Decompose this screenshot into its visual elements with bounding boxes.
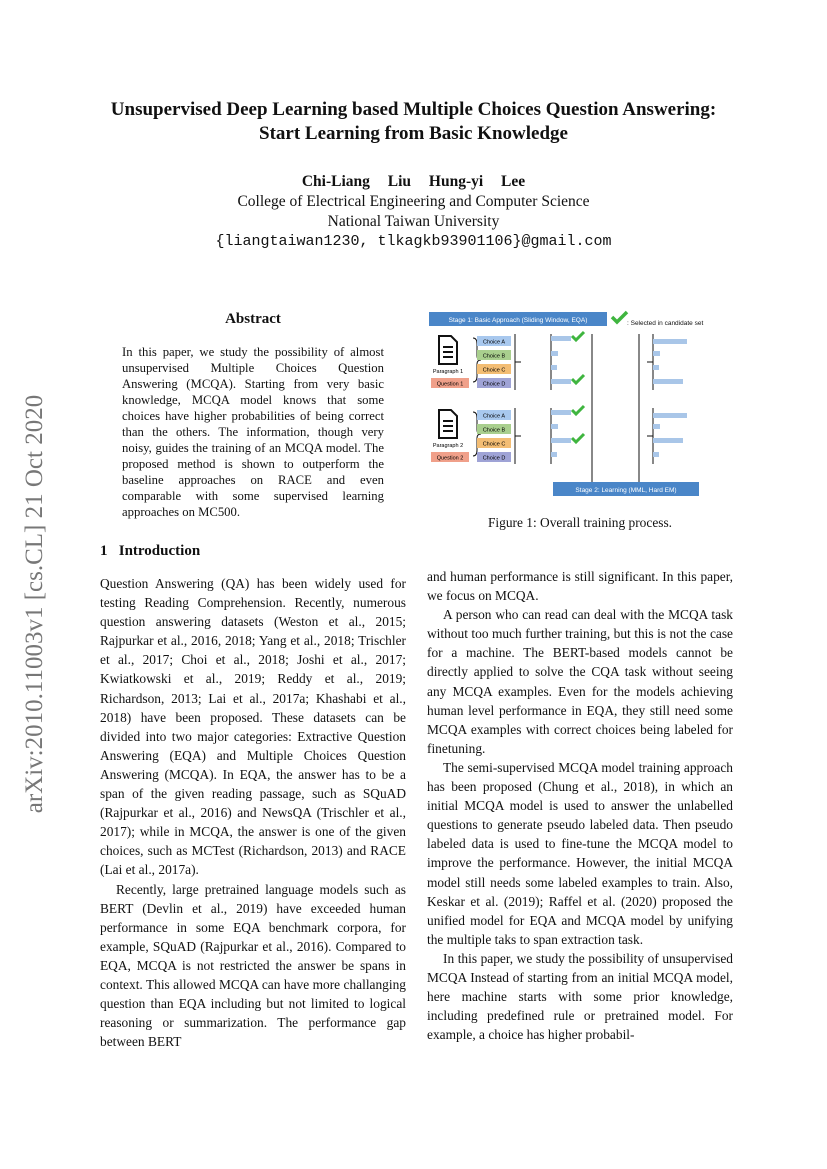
abstract-text: In this paper, we study the possibility of almost unsupervised Multiple Choices Question Answering (MCQA). Starting from very basic knowledge, MCQA model knows that some choices have higher probabilities of being correct than the others. The information, though very noisy, guides the training of an MCQA model. The proposed method is shown to outperform the baseline approaches on RACE and even comparable with some supervised learning approaches on MC500. — [122, 345, 384, 519]
choice-a: Choice A — [482, 413, 506, 420]
section-number: 1 — [100, 543, 108, 559]
document-icon — [439, 336, 457, 364]
question-1-label: Question 1 — [436, 381, 464, 388]
paper-title — [60, 98, 767, 146]
section-heading — [100, 543, 200, 560]
intro-paragraph-2: Recently, large pretrained language models such as BERT (Devlin et al., 2019) have exceeded human performance in some EQA benchmark corpora, for example, SQuAD (Rajpurkar et al., 2016). Compared to EQA, MCQA is not restricted the answer be spans in context. This allowed MCQA can have more challanging question than EQA including but not limited to logical reasoning or summarization. The performance gap between BERT — [100, 881, 406, 1050]
stage2-label: Stage 2: Learning (MML, Hard EM) — [575, 487, 677, 494]
question-2-label: Question 2 — [436, 455, 464, 462]
check-icon — [572, 406, 584, 414]
university: National Taiwan University — [327, 213, 500, 230]
legend-label: : Selected in candidate set — [627, 320, 704, 327]
section-title: Introduction — [118, 543, 201, 559]
right-paragraph-4: In this paper, we study the possibility of unsupervised MCQA Instead of starting from an initial MCQA model, here machine starts with some prior knowledge, including predefined rule or pretrained model. For example, a choice has higher probabil- — [427, 950, 733, 1043]
group-2 — [431, 406, 687, 464]
author-email[interactable]: {liangtaiwan1230, tlkagkb93901106}@gmail.com — [215, 233, 612, 250]
right-paragraph-3: The semi-supervised MCQA model training approach has been proposed (Chung et al., 2018), in which an initial MCQA model is used to answer the unlabelled questions to generate pseudo labeled data. Then pseudo labeled data is used to fine-tune the MCQA model to improve the performance. However, the initial MCQA model still needs some labeled examples to train. Also, Keskar et al. (2019); Raffel et al. (2020) proposed the unified model for EQA and MCQA model by unifying the multiple taks to span extraction task. — [427, 759, 733, 947]
stage1-label: Stage 1: Basic Approach (Sliding Window, EQA) — [448, 317, 588, 324]
intro-paragraph-1: Question Answering (QA) has been widely used for testing Reading Comprehension. Recently, numerous question answering datasets (Weston et al., 2015; Rajpurkar et al., 2016, 2018; Yang et al., 2018; Trischler et al., 2017; Choi et al., 2018; Joshi et al., 2017; Kwiatkowski et al., 2019; Reddy et al., 2019; Richardson, 2013; Lai et al., 2017a; Khashabi et al., 2018) have been proposed. These datasets can be divided into two major categories: Extractive Question Answering (EQA) and Multiple Choices Question Answering (MCQA). In EQA, the answer has to be a span of the given reading passage, such as SQuAD (Rajpurkar et al., 2016) and NewsQA (Trischler et al., 2017); while in MCQA, the answer is one of the given choices, such as MCTest (Richardson, 2013) and RACE (Lai et al., 2017a). — [100, 576, 406, 878]
paragraph-2-label: Paragraph 2 — [432, 443, 464, 449]
choice-a: Choice A — [482, 339, 506, 346]
check-icon — [572, 375, 584, 383]
title-line-2: Start Learning from Basic Knowledge — [259, 123, 568, 144]
legend-check-icon — [612, 312, 627, 322]
author-names: Chi-Liang Liu Hung-yi Lee — [301, 173, 526, 190]
choice-b: Choice B — [482, 427, 506, 434]
check-icon — [572, 332, 584, 340]
author-block — [60, 172, 767, 252]
left-column — [100, 574, 406, 1051]
document-icon — [439, 410, 457, 438]
figure-1 — [427, 306, 733, 506]
right-column — [427, 567, 733, 1044]
check-icon — [572, 434, 584, 442]
right-paragraph-1: and human performance is still significant. In this paper, we focus on MCQA. — [427, 569, 733, 604]
affiliation: College of Electrical Engineering and Computer Science — [237, 193, 590, 210]
abstract-heading: Abstract — [225, 311, 281, 327]
paragraph-1-label: Paragraph 1 — [432, 369, 464, 375]
arxiv-stamp: arXiv:2010.11003v1 [cs.CL] 21 Oct 2020 — [21, 394, 48, 814]
choice-d: Choice D — [482, 455, 506, 462]
right-paragraph-2: A person who can read can deal with the MCQA task without too much further training, but this is not the case for a machine. The BERT-based models cannot be directly applied to solve the CQA task without seeing any MCQA examples. Even for the models achieving human level performance in EQA, they still need some MCQA examples with correct choices being labeled for finetuning. — [427, 607, 733, 756]
title-line-1: Unsupervised Deep Learning based Multiple Choices Question Answering: — [110, 99, 717, 120]
group-1 — [431, 332, 687, 486]
choice-d: Choice D — [482, 381, 506, 388]
choice-c: Choice C — [482, 441, 506, 448]
choice-c: Choice C — [482, 367, 506, 374]
figure-caption: Figure 1: Overall training process. — [487, 515, 673, 530]
choice-b: Choice B — [482, 353, 506, 360]
